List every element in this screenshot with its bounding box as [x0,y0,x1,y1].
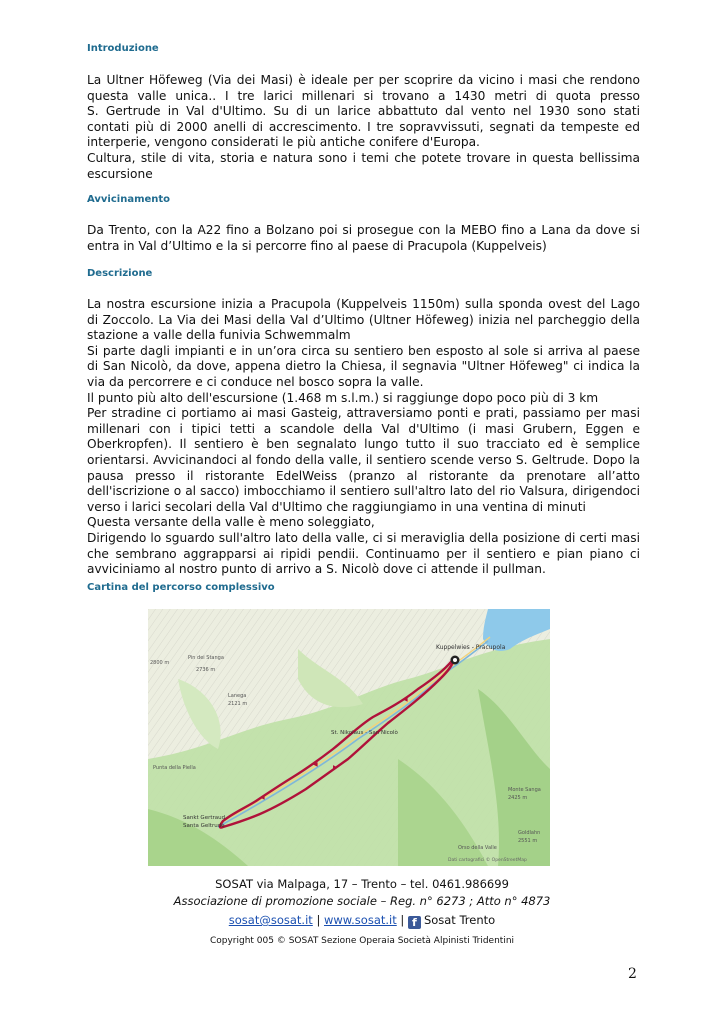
map-label-peak: 2551 m [518,838,538,844]
map-label-peak: Monte Sanga [508,787,541,793]
approach-heading: Avvicinamento [87,194,171,205]
map-label-peak: Orso della Valle [458,845,497,851]
text-line: di San Nicolò, da dove, appena dietro la Chiesa, il segnavia "Ultner Höfeweg" ci indica la [87,359,640,374]
text-line: Da Trento, con la A22 fino a Bolzano poi si prosegue con la MEBO fino a Lana da dove si [87,223,640,237]
text-line: stazione a valle della funivia Schwemmalm [87,328,351,343]
map-label-peak: 2425 m [508,795,528,801]
svg-text:◀: ◀ [403,696,408,703]
text-line: questa valle unica.. I tre larici millenari si trovano a 1430 metri di quota presso [87,88,640,103]
text-line: Il punto più alto dell'escursione (1.468 m s.l.m.) si raggiunge dopo poco più di 3 km [87,390,599,405]
email-link[interactable]: sosat@sosat.it [228,913,313,927]
text-line: Questa versante della valle è meno soleggiato, [87,515,375,530]
text-line: Si parte dagli impianti e in un’ora circa su sentiero ben esposto al sole si arriva al paese [87,343,640,358]
footer-address: SOSAT via Malpaga, 17 – Trento – tel. 0461.986699 [215,877,509,891]
description-heading: Descrizione [87,268,153,279]
map-copyright: Dati cartografici © OpenStreetMap [448,858,527,863]
separator: | [316,913,321,927]
svg-text:▶: ▶ [333,764,338,771]
text-line: via da percorrere e ci conduce nel bosco sopra la valle. [87,374,424,389]
facebook-link[interactable]: Sosat Trento [423,913,496,927]
facebook-icon[interactable]: f [408,916,421,929]
text-line: Cultura, stile di vita, storia e natura sono i temi che potete trovare in questa bellissima [87,150,640,165]
map-label-peak: Punta della Piella [153,765,196,771]
map-label-peak: 2121 m [228,701,248,707]
text-line: interperie, vengono considerati le più antiche conifere d'Europa. [87,135,480,150]
text-line: entra in Val d’Ultimo e la si percorre fino al paese di Pracupola (Kuppelveis) [87,238,547,253]
map-label-start: Kuppelwies - Pracupola [436,644,506,651]
text-line: Oberkropfen). Il sentiero è ben segnalato lungo tutto il suo tracciato ed è semplice [87,437,640,452]
text-line: La Ultner Höfeweg (Via dei Masi) è ideale per per scoprire da vicino i masi che rendono [87,73,640,87]
text-line: S. Gertrude in Val d'Ultimo. Su di un larice abbattuto dal vento nel 1930 sono stati [87,104,640,119]
map-label-peak: Goldlahn [518,830,541,836]
map-label-end-1: Sankt Gertraud [183,815,226,821]
map-label-middle: St. Nikolaus - San Nicolò [331,730,398,736]
text-line: che sembrano aggrapparsi ai ripidi pendii. Continuamo per il sentiero e pian piano ci [87,546,640,561]
svg-text:◀: ◀ [313,761,318,768]
text-line: orientarsi. Avvicinandoci al fondo della valle, il sentiero scende verso S. Geltrude. Dopo la [87,452,640,467]
map-label-peak: 2800 m [150,660,170,666]
text-line: La nostra escursione inizia a Pracupola (Kuppelveis 1150m) sulla sponda ovest del Lago [87,297,640,311]
intro-heading: Introduzione [87,43,159,54]
text-line: avviciniamo al nostro punto di arrivo a S. Nicolò dove ci attende il pullman. [87,562,546,577]
text-line: Dirigendo lo sguardo sull'altro lato della valle, ci si meraviglia della posizione di certi masi [87,530,640,545]
text-line: pausa presso il ristorante EdelWeiss (pranzo al ristorante da prenotare all’atto [87,468,640,483]
map-label-peak: 2736 m [196,667,216,673]
map-heading: Cartina del percorso complessivo [87,582,275,593]
text-line: escursione [87,166,153,181]
text-line: contati più di 2000 anelli di accrescimento. I tre sopravvissuti, segnati da tempeste ed [87,119,640,134]
text-line: Per stradine ci portiamo ai masi Gasteig, attraversiamo ponti e prati, passiamo per masi [87,406,640,421]
map-label-peak: Pin dei Stanga [188,655,224,661]
route-map [148,609,550,866]
map-label-peak: Lanega [228,693,247,699]
text-line: di Zoccolo. La Via dei Masi della Val d’Ultimo (Ultner Höfeweg) inizia nel parcheggio della [87,312,640,327]
map-label-end-2: Santa Geltrude [183,823,225,829]
footer-copyright: Copyright 005 © SOSAT Sezione Operaia Società Alpinisti Tridentini [209,936,515,946]
text-line: verso i larici secolari della Val d'Ultimo che raggiungiamo in una ventina di minuti [87,499,586,514]
footer-links [0,913,724,929]
text-line: millenari con i tipici tetti a scandole della Val d'Ultimo (i masi Grubern, Eggen e [87,421,640,436]
footer-association: Associazione di promozione sociale – Reg. n° 6273 ; Atto n° 4873 [173,894,551,908]
separator: | [400,913,405,927]
description-paragraph [87,297,640,578]
approach-paragraph [87,223,640,254]
page-number: 2 [628,966,637,982]
website-link[interactable]: www.sosat.it [323,913,397,927]
svg-text:◀: ◀ [260,794,265,801]
intro-paragraph [87,73,640,182]
text-line: dell'iscrizione o al sacco) imbocchiamo il sentiero sull'altro lato del rio Valsura, dirigendoci [87,484,640,499]
